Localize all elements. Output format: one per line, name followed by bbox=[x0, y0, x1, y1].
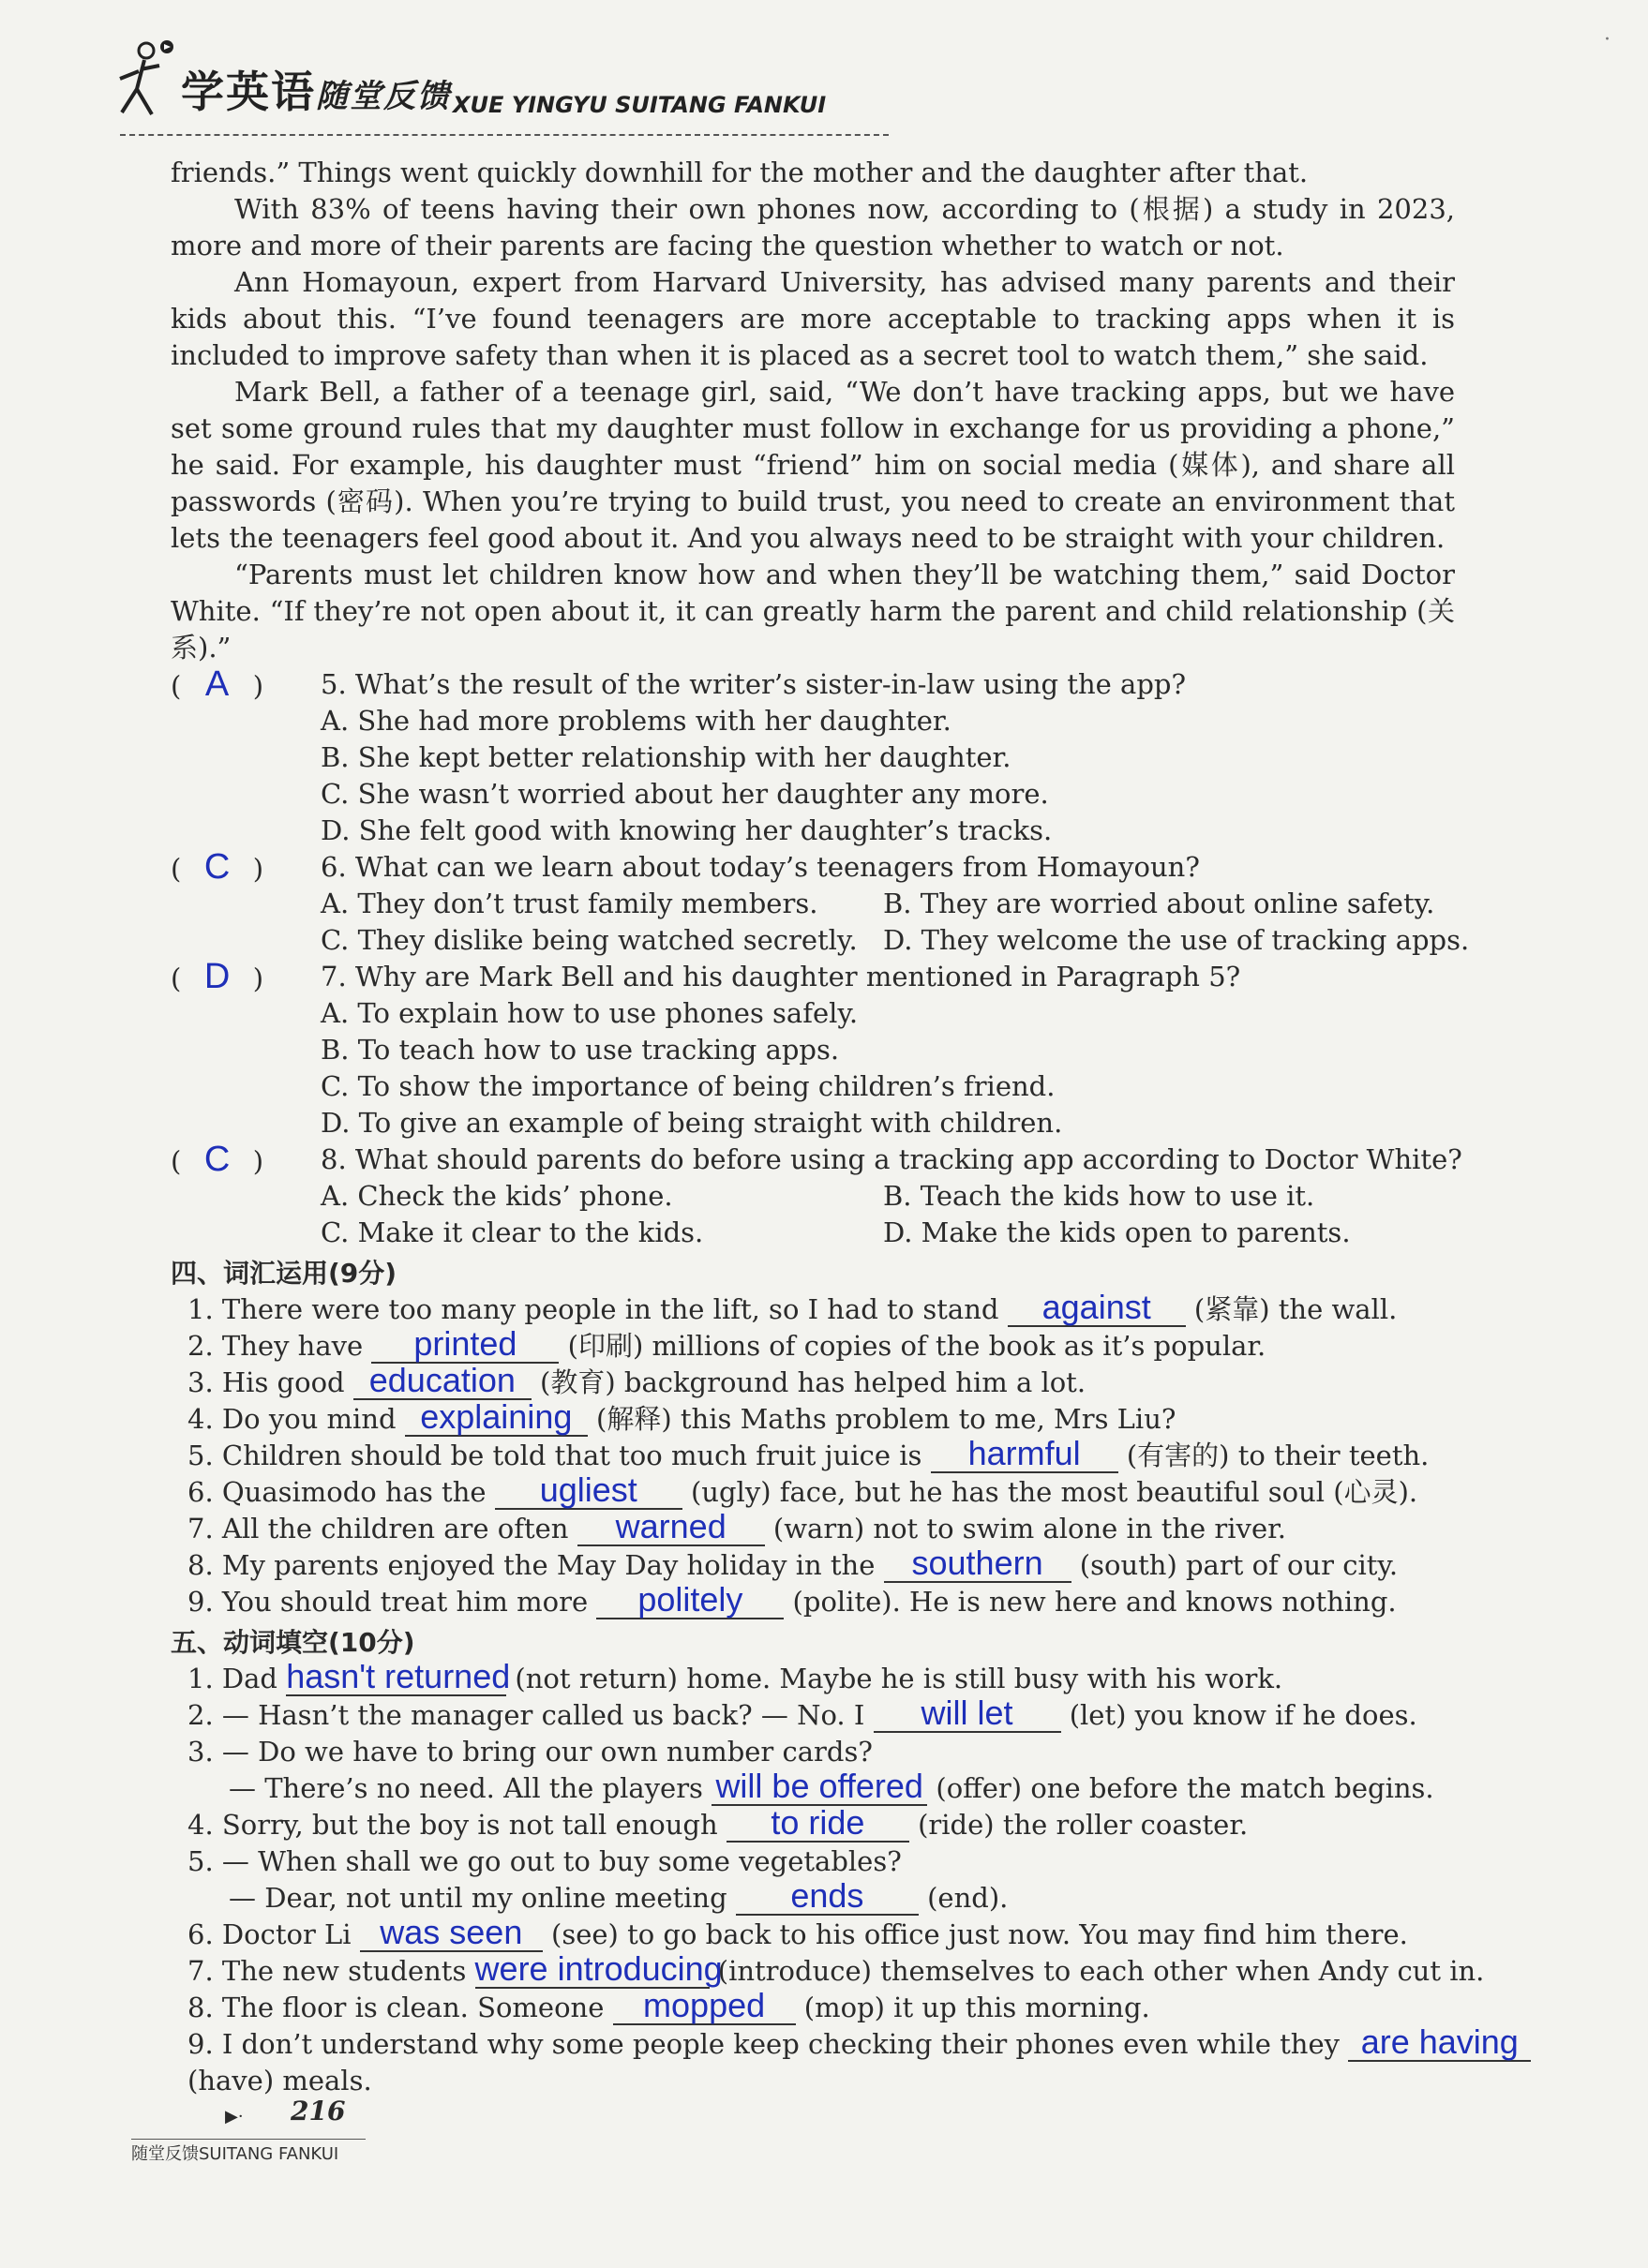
prompt-text: 1. There were too many people in the lift, so I had to stand bbox=[187, 1293, 1008, 1325]
prompt-text: 9. You should treat him more bbox=[187, 1586, 597, 1618]
prompt-text: (紧靠) the wall. bbox=[1185, 1293, 1398, 1325]
handwritten-answer: mopped bbox=[643, 1986, 766, 2024]
option: C. She wasn’t worried about her daughter any more. bbox=[321, 778, 1049, 810]
option: D. They welcome the use of tracking apps. bbox=[883, 924, 1470, 956]
handwritten-answer: southern bbox=[911, 1544, 1043, 1582]
prompt-text: 7. The new students bbox=[187, 1955, 475, 1987]
question-stem: 7. Why are Mark Bell and his daughter mentioned in Paragraph 5? bbox=[321, 961, 1241, 992]
prompt-text: 6. Quasimodo has the bbox=[187, 1476, 495, 1508]
passage-paragraph: friends.” Things went quickly downhill for the mother and the daughter after that. bbox=[171, 157, 1309, 188]
prompt-text: (mop) it up this morning. bbox=[795, 1992, 1150, 2023]
logo-title-en: XUE YINGYU SUITANG FANKUI bbox=[453, 92, 827, 118]
logo-title-cn: 学英语随堂反馈 bbox=[181, 67, 451, 117]
option-group bbox=[171, 886, 1470, 959]
exercise-line bbox=[171, 1397, 1455, 1438]
answer-blank bbox=[613, 1986, 796, 2025]
answer-blank bbox=[495, 1470, 682, 1510]
exercise-line bbox=[171, 1913, 1455, 1953]
handwritten-answer: explaining bbox=[420, 1397, 573, 1436]
prompt-text: 3. His good bbox=[187, 1366, 353, 1398]
prompt-text: (not return) home. Maybe he is still busy with his work. bbox=[506, 1663, 1283, 1694]
prompt-text: 3. — Do we have to bring our own number cards? bbox=[187, 1736, 873, 1768]
exercise-line bbox=[171, 1803, 1455, 1843]
prompt-text: (ride) the roller coaster. bbox=[908, 1809, 1249, 1841]
handwritten-answer: will be offered bbox=[715, 1767, 923, 1805]
option: A. To explain how to use phones safely. bbox=[321, 997, 859, 1029]
question-row bbox=[171, 1140, 1462, 1179]
prompt-text: (印刷) millions of copies of the book as it’s popular. bbox=[559, 1330, 1266, 1362]
option: D. Make the kids open to parents. bbox=[883, 1216, 1351, 1248]
answer-blank bbox=[286, 1657, 511, 1696]
answer-blank bbox=[371, 1324, 559, 1364]
option: A. Check the kids’ phone. bbox=[321, 1180, 673, 1212]
prompt-text: 4. Do you mind bbox=[187, 1403, 405, 1435]
exercise-line bbox=[171, 1734, 1455, 1770]
option-group bbox=[171, 995, 1455, 1141]
prompt-text: (introduce) themselves to each other when Andy cut in. bbox=[709, 1955, 1485, 1987]
reading-passage bbox=[171, 155, 1455, 666]
prompt-text: 1. Dad bbox=[187, 1663, 287, 1694]
prompt-text: 4. Sorry, but the boy is not tall enough bbox=[187, 1809, 727, 1841]
runner-logo-icon bbox=[111, 37, 176, 131]
answer-blank bbox=[596, 1580, 784, 1619]
passage-paragraph: “Parents must let children know how and when they’ll be watching them,” said Doctor White. “If they’re not open about it, it can greatly harm the parent and child relationship (关系).” bbox=[171, 559, 1455, 664]
prompt-text: 2. They have bbox=[187, 1330, 372, 1362]
footer-divider bbox=[131, 2139, 366, 2140]
section-5-title: 五、动词填空(10分) bbox=[171, 1627, 415, 1658]
exercise-line bbox=[171, 1876, 1455, 1917]
answer-blank bbox=[1008, 1288, 1186, 1327]
answer-blank bbox=[884, 1544, 1071, 1583]
handwritten-answer: to ride bbox=[771, 1803, 865, 1842]
handwritten-answer: D bbox=[203, 957, 231, 996]
prompt-text: — There’s no need. All the players bbox=[229, 1772, 712, 1804]
handwritten-answer: warned bbox=[615, 1507, 727, 1545]
prompt-text: — Dear, not until my online meeting bbox=[229, 1882, 736, 1914]
option-group bbox=[171, 703, 1455, 849]
answer-bracket: ( C ) bbox=[171, 847, 264, 887]
prompt-text: (let) you know if he does. bbox=[1060, 1699, 1417, 1731]
handwritten-answer: are having bbox=[1360, 2022, 1519, 2061]
question-list bbox=[171, 664, 1470, 1251]
answer-blank bbox=[727, 1803, 909, 1843]
exercise-line bbox=[171, 1544, 1455, 1584]
exercise-line bbox=[171, 1434, 1455, 1474]
page-number: 216 bbox=[291, 2096, 346, 2126]
prompt-text: (有害的) to their teeth. bbox=[1117, 1440, 1430, 1471]
handwritten-answer: education bbox=[368, 1361, 516, 1399]
exercise-line bbox=[171, 1470, 1455, 1511]
prompt-text: 7. All the children are often bbox=[187, 1513, 577, 1544]
prompt-text: (offer) one before the match begins. bbox=[927, 1772, 1434, 1804]
handwritten-answer: were introducing bbox=[474, 1949, 723, 1988]
page-content bbox=[171, 155, 1519, 2099]
handwritten-answer: ugliest bbox=[539, 1470, 637, 1509]
exercise-line bbox=[171, 1949, 1485, 1990]
question-stem: 8. What should parents do before using a tracking app according to Doctor White? bbox=[321, 1143, 1462, 1175]
footer-arrow-icon: ▶· bbox=[225, 2107, 244, 2126]
handwritten-answer: C bbox=[203, 1140, 231, 1179]
answer-blank bbox=[405, 1397, 588, 1437]
answer-blank bbox=[931, 1434, 1118, 1473]
corner-mark: · bbox=[1604, 28, 1611, 52]
footer-logo: 随堂反馈SUITANG FANKUI bbox=[131, 2144, 339, 2164]
option: B. She kept better relationship with her daughter. bbox=[321, 741, 1011, 773]
question-row bbox=[171, 666, 1455, 703]
handwritten-answer: printed bbox=[413, 1324, 517, 1363]
handwritten-answer: was seen bbox=[380, 1913, 523, 1951]
option-row bbox=[321, 886, 1455, 922]
prompt-text: 5. Children should be told that too much fruit juice is bbox=[187, 1440, 931, 1471]
answer-blank bbox=[474, 1949, 723, 1989]
option-group bbox=[171, 1178, 1455, 1251]
prompt-text: 5. — When shall we go out to buy some vegetables? bbox=[187, 1845, 902, 1877]
exercise-line bbox=[171, 1694, 1455, 1734]
exercise-line bbox=[171, 1580, 1455, 1620]
handwritten-answer: A bbox=[204, 664, 230, 704]
prompt-text: 8. My parents enjoyed the May Day holiday in the bbox=[187, 1549, 884, 1581]
answer-bracket: ( A ) bbox=[171, 664, 264, 704]
exercise-line bbox=[171, 2063, 1455, 2099]
answer-blank bbox=[577, 1507, 765, 1546]
answer-blank bbox=[353, 1361, 532, 1400]
answer-blank bbox=[736, 1876, 919, 1916]
option: C. To show the importance of being children’s friend. bbox=[321, 1070, 1056, 1102]
option: D. To give an example of being straight with children. bbox=[321, 1107, 1063, 1139]
question-row bbox=[171, 849, 1455, 886]
exercise-line bbox=[171, 1324, 1455, 1365]
answer-bracket: ( C ) bbox=[171, 1140, 264, 1179]
passage-paragraph: Ann Homayoun, expert from Harvard University, has advised many parents and their kids about this. “I’ve found teenagers are more acceptable to tracking apps when it is included to improve safety than when it is placed as a secret tool to watch them,” she said. bbox=[171, 266, 1455, 371]
option-row bbox=[321, 1215, 1455, 1251]
option: A. They don’t trust family members. bbox=[321, 888, 818, 919]
option: B. Teach the kids how to use it. bbox=[883, 1180, 1315, 1212]
option-row bbox=[321, 922, 1470, 959]
vocab-exercise bbox=[171, 1288, 1455, 1620]
handwritten-answer: harmful bbox=[967, 1434, 1081, 1472]
passage-paragraph: Mark Bell, a father of a teenage girl, said, “We don’t have tracking apps, but we have set some ground rules that my daughter must follow in exchange for us providing a phone,” he said. For example, his daughter must “friend” him on social media (媒体), and share all passwords (密码). When you’re trying to build trust, you need to create an environment that lets the teenagers feel good about it. And you always need to be straight with your children. bbox=[171, 376, 1455, 554]
exercise-line bbox=[171, 1986, 1455, 2026]
exercise-line bbox=[171, 1507, 1455, 1547]
prompt-text: (解释) this Maths problem to me, Mrs Liu? bbox=[587, 1403, 1176, 1435]
exercise-line bbox=[171, 1767, 1455, 1807]
option-row bbox=[321, 1178, 1455, 1215]
page-header bbox=[111, 28, 861, 141]
question-stem: 6. What can we learn about today’s teenagers from Homayoun? bbox=[321, 851, 1200, 883]
answer-bracket: ( D ) bbox=[171, 957, 264, 996]
exercise-line bbox=[171, 1843, 1455, 1880]
section-4-title: 四、词汇运用(9分) bbox=[171, 1258, 397, 1289]
option: B. They are worried about online safety. bbox=[883, 888, 1435, 919]
handwritten-answer: will let bbox=[921, 1694, 1013, 1732]
prompt-text: (教育) background has helped him a lot. bbox=[531, 1366, 1086, 1398]
handwritten-answer: politely bbox=[637, 1580, 743, 1619]
exercise-line bbox=[171, 1361, 1455, 1401]
prompt-text: (have) meals. bbox=[187, 2065, 372, 2096]
handwritten-answer: ends bbox=[790, 1876, 864, 1915]
prompt-text: 6. Doctor Li bbox=[187, 1918, 360, 1950]
header-divider bbox=[120, 134, 889, 136]
option: B. To teach how to use tracking apps. bbox=[321, 1034, 840, 1066]
prompt-text: (polite). He is new here and knows nothing. bbox=[784, 1586, 1397, 1618]
prompt-text: 8. The floor is clean. Someone bbox=[187, 1992, 613, 2023]
prompt-text: (warn) not to swim alone in the river. bbox=[764, 1513, 1286, 1544]
answer-blank bbox=[874, 1694, 1061, 1733]
prompt-text: 2. — Hasn’t the manager called us back? — No. I bbox=[187, 1699, 874, 1731]
handwritten-answer: hasn't returned bbox=[286, 1657, 511, 1695]
handwritten-answer: C bbox=[203, 847, 231, 887]
prompt-text: (see) to go back to his office just now. You may find him there. bbox=[542, 1918, 1408, 1950]
passage-paragraph: With 83% of teens having their own phones now, according to (根据) a study in 2023, more and more of their parents are facing the question whether to watch or not. bbox=[171, 193, 1455, 261]
prompt-text: (south) part of our city. bbox=[1071, 1549, 1399, 1581]
exercise-line bbox=[171, 1288, 1455, 1328]
answer-blank bbox=[1348, 2022, 1531, 2062]
question-row bbox=[171, 959, 1455, 995]
exercise-line bbox=[171, 2022, 1519, 2063]
exercise-line bbox=[171, 1657, 1455, 1697]
answer-blank bbox=[360, 1913, 543, 1952]
prompt-text: 9. I don’t understand why some people keep checking their phones even while they bbox=[187, 2028, 1349, 2060]
option: C. They dislike being watched secretly. bbox=[321, 924, 858, 956]
verb-exercise bbox=[171, 1657, 1519, 2099]
prompt-text: (ugly) face, but he has the most beautiful soul (心灵). bbox=[682, 1476, 1418, 1508]
question-stem: 5. What’s the result of the writer’s sister-in-law using the app? bbox=[321, 668, 1187, 700]
option: A. She had more problems with her daughter. bbox=[321, 705, 951, 737]
option: D. She felt good with knowing her daughter’s tracks. bbox=[321, 814, 1053, 846]
handwritten-answer: against bbox=[1041, 1288, 1151, 1326]
option: C. Make it clear to the kids. bbox=[321, 1216, 704, 1248]
answer-blank bbox=[712, 1767, 927, 1806]
prompt-text: (end). bbox=[918, 1882, 1009, 1914]
